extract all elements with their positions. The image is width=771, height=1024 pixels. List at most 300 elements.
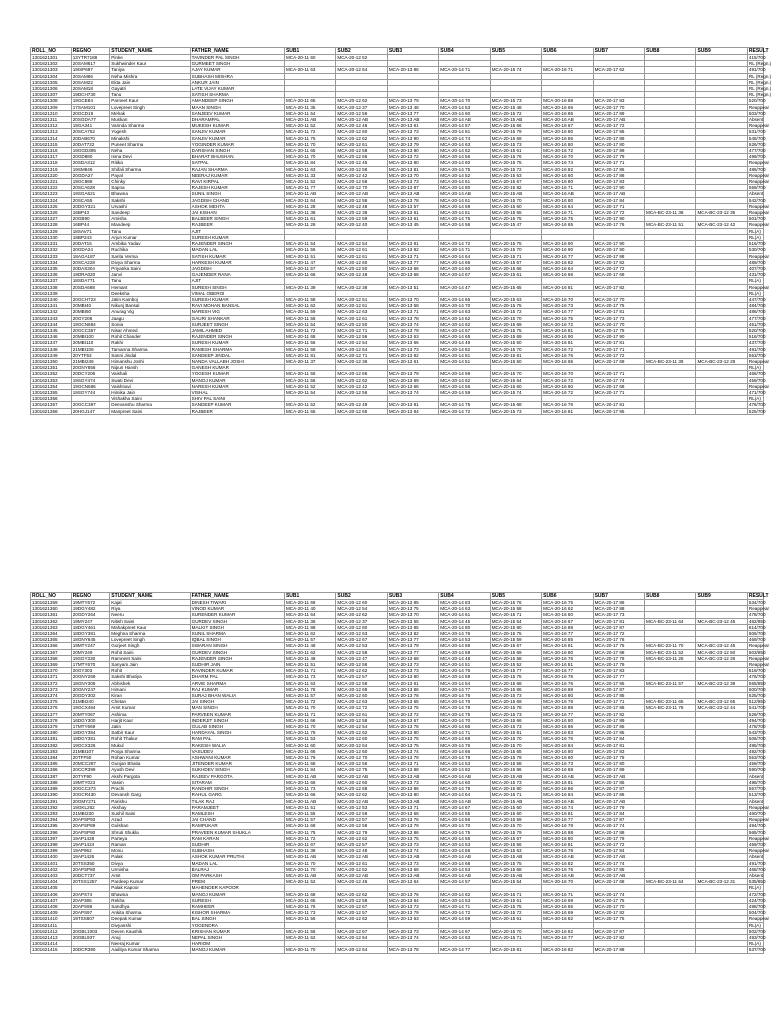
table-cell: MCA-20-12 66 — [336, 154, 387, 160]
table-cell: MCA-20-15 71 — [490, 253, 541, 259]
table-cell: MCA-20-11 71 — [284, 668, 335, 674]
table-cell: MCA-20-11 73 — [284, 910, 335, 916]
table-cell: 1301621361 — [31, 612, 72, 618]
column-header: FATHER_NAME — [190, 593, 284, 600]
table-cell: MCA-20-12 67 — [336, 637, 387, 643]
table-cell: MCA-20-13 79 — [387, 823, 438, 829]
table-cell: MCA-20-12 59 — [336, 216, 387, 222]
table-cell: JAI KISHAN — [190, 210, 284, 216]
table-cell: 1301621332 — [31, 247, 72, 253]
table-cell: MCA-20-12 66 — [336, 371, 387, 377]
table-cell: MCA-20-15 65 — [490, 284, 541, 290]
table-cell: MCA-20-12 52 — [336, 866, 387, 872]
table-cell: 1301621356 — [31, 396, 72, 402]
table-cell: MCA-20-12 54 — [336, 606, 387, 612]
table-cell: MCA-20-16 65 — [542, 358, 593, 364]
table-cell: MCA-20-13 79 — [387, 98, 438, 104]
table-cell: MCA-20-14 70 — [439, 717, 490, 723]
table-cell: MCA-20-14 59 — [439, 371, 490, 377]
table-cell: YOGESH KUMAR — [190, 371, 284, 377]
table-cell: MCA-20-13 78 — [387, 315, 438, 321]
table-cell: MCA-20-15 80 — [490, 786, 541, 792]
table-cell: SANJIV KUMAR — [190, 129, 284, 135]
table-cell: 20SCA228 — [71, 259, 110, 265]
table-cell: MCA-20-16 65 — [542, 104, 593, 110]
table-cell: 498/700 — [748, 903, 766, 909]
table-cell: MCA-20-12 63 — [336, 309, 387, 315]
table-cell: MCA-20-17 86 — [593, 172, 644, 178]
table-cell: Urmisha — [110, 866, 190, 872]
table-cell: 19SGY744 — [71, 389, 110, 395]
table-cell: MCA-20-15 61 — [490, 272, 541, 278]
table-cell: MCA-20-13 75 — [387, 736, 438, 742]
table-cell: MCA-20-11 52 — [284, 383, 335, 389]
table-cell: Reappear — [748, 662, 770, 668]
table-cell: MCA-20-12 61 — [336, 253, 387, 259]
table-cell: MCA-20-17 86 — [593, 600, 644, 606]
table-cell: MCA-20-16 88 — [542, 705, 593, 711]
table-cell: Kiran — [110, 693, 190, 699]
table-cell: MCA-20-16 77 — [542, 668, 593, 674]
table-cell: 16BP43 — [71, 210, 110, 216]
table-cell: MCA-20-15 68 — [490, 866, 541, 872]
table-cell: 1301621341 — [31, 303, 72, 309]
table-cell: MCA-20-11 65 — [284, 98, 335, 104]
table-cell: Varinda Sharma — [110, 123, 190, 129]
table-cell: MCA-20-14 62 — [439, 148, 490, 154]
table-cell: MCA-20-11 AB — [284, 798, 335, 804]
table-cell: MCA-20-16 AB — [542, 117, 593, 123]
result-sheet-2 — [30, 592, 770, 954]
table-cell: MCA-20-16 86 — [542, 786, 593, 792]
table-cell: SURESH KUMAR — [190, 340, 284, 346]
table-cell: MCA-20-14 59 — [439, 649, 490, 655]
table-cell: 1301621350 — [31, 358, 72, 364]
table-cell: Parishu — [110, 798, 190, 804]
table-cell: MCA-20-13 75 — [387, 835, 438, 841]
table-cell: 553/700 — [748, 755, 766, 761]
table-cell: Reappear — [748, 172, 770, 178]
table-cell: 1301621364 — [31, 631, 72, 637]
table-cell: MCA-20-12 48 — [336, 203, 387, 209]
table-cell: MCA-20-15 69 — [490, 649, 541, 655]
table-cell: 460/700 — [748, 810, 766, 816]
table-cell: 20GBL1003 — [71, 928, 110, 934]
table-cell: MCA-20-14 71 — [439, 730, 490, 736]
table-cell: 20HGJ147 — [71, 408, 110, 414]
table-cell: Reappear — [748, 804, 770, 810]
table-cell: Ambika Yadav — [110, 241, 190, 247]
table-cell: SATPAL — [190, 160, 284, 166]
table-cell: MCA-20-15 81 — [490, 947, 541, 953]
table-cell: MCA-20-15 52 — [490, 662, 541, 668]
table-cell: 20GNY856 — [71, 365, 110, 371]
table-cell: MCA-20-11 70 — [284, 947, 335, 953]
table-cell: MCA-20-14 60 — [439, 160, 490, 166]
table-cell: MCA-20-17 89 — [593, 767, 644, 773]
table-cell: SANDEEP KUMAR — [190, 402, 284, 408]
table-cell: MCA-20-11 56 — [284, 371, 335, 377]
table-cell: 20SDA688 — [71, 284, 110, 290]
table-cell: MCA-20-13 77 — [387, 649, 438, 655]
table-cell: 19DGY482 — [71, 606, 110, 612]
table-cell: MCA-20-13 71 — [387, 309, 438, 315]
table-cell: 18DGY384 — [71, 730, 110, 736]
table-cell: TILAK RAJ — [190, 798, 284, 804]
column-header: REGNO — [71, 593, 110, 600]
table-cell: 1301621367 — [31, 649, 72, 655]
table-cell: MCA-20-15 AB — [490, 191, 541, 197]
table-cell: Absent — [748, 854, 764, 860]
table-cell: Sandhya — [110, 903, 190, 909]
table-cell: Reappear — [748, 655, 770, 661]
table-cell: VINOD KUMAR — [190, 606, 284, 612]
table-cell: MCA-20-11 59 — [284, 309, 335, 315]
table-cell: MCA-20-12 58 — [336, 197, 387, 203]
table-cell: 543/700 — [748, 730, 766, 736]
table-cell: MCA-20-14 57 — [439, 123, 490, 129]
table-cell: MCA-20-11 66 — [284, 779, 335, 785]
table-cell: 471/700 — [748, 389, 766, 395]
table-cell: MCA-20-12 58 — [336, 897, 387, 903]
table-cell: MCA-20-14 53 — [439, 761, 490, 767]
table-cell: 424/700 — [748, 897, 766, 903]
table-cell: MCA-20-14 64 — [439, 792, 490, 798]
table-cell: MCA-20-17 AB — [593, 872, 644, 878]
table-cell: MCA-20-14 60 — [439, 265, 490, 271]
table-cell: HARIOM — [190, 941, 284, 947]
table-cell: MCA-20-12 54 — [336, 241, 387, 247]
table-cell: Amisha — [110, 216, 190, 222]
table-cell: 20GDA24 — [71, 247, 110, 253]
table-cell: Rohan Kumar — [110, 755, 190, 761]
table-cell: 459/700 — [748, 841, 766, 847]
table-cell: MCA-20-17 AB — [593, 117, 644, 123]
table-cell: 1301621362 — [31, 618, 72, 624]
table-cell: 459/700 — [748, 761, 766, 767]
table-cell: SWARAN SINGH — [190, 643, 284, 649]
column-header: RESULT — [748, 48, 769, 54]
table-cell: MCA-20-11 65 — [284, 408, 335, 414]
table-cell: MCA-20-13 80 — [387, 674, 438, 680]
table-cell: AJAY KUMAR — [190, 67, 284, 73]
table-cell: MCA-20-14 55 — [439, 810, 490, 816]
table-cell: Palak Kapoor — [110, 885, 190, 891]
column-header: SUB8 — [645, 593, 696, 600]
table-cell: MCA-20-14 82 — [439, 767, 490, 773]
table-cell: RAJEEV PARGOTA — [190, 773, 284, 779]
table-cell: Reappear — [748, 222, 770, 228]
table-cell: Reappear — [748, 284, 770, 290]
table-cell: MCA-20-11 62 — [284, 934, 335, 940]
table-cell: MCA-20-17 89 — [593, 148, 644, 154]
table-cell: MCA-20-16 74 — [542, 804, 593, 810]
table-cell: MCA-20-14 75 — [439, 216, 490, 222]
table-cell: GURDEV SINGH — [190, 618, 284, 624]
table-cell: MCA-20-17 75 — [593, 643, 644, 649]
table-cell: LATE VIJAY KUMAR — [190, 86, 284, 92]
table-cell: MCA-20-15 63 — [490, 848, 541, 854]
table-cell: MCA-20-11 69 — [284, 600, 335, 606]
table-cell: MCA-20-12 56 — [336, 110, 387, 116]
table-cell: Reappear — [748, 383, 770, 389]
table-cell: MCA-20-12 58 — [336, 649, 387, 655]
table-cell: MCA-20-11 62 — [284, 303, 335, 309]
table-cell: 1301621400 — [31, 854, 72, 860]
table-cell: DHARAMPAL — [190, 117, 284, 123]
table-cell: 1301621391 — [31, 798, 72, 804]
table-cell: RL (Regn.) — [748, 92, 771, 98]
table-cell: MCA-20-15 74 — [490, 67, 541, 73]
table-cell: SURJEET SINGH — [190, 321, 284, 327]
table-cell: 20GD880 — [71, 154, 110, 160]
table-cell: 1301621323 — [31, 191, 72, 197]
table-cell: Reappear — [748, 835, 770, 841]
table-cell: MCA-20-12 50 — [336, 321, 387, 327]
table-cell: Absent — [748, 798, 764, 804]
table-cell: MCA-20-15 73 — [490, 724, 541, 730]
table-cell: Reappear — [748, 123, 770, 129]
table-cell: MCA-20-13 73 — [387, 346, 438, 352]
table-cell: MCA-20-15 60 — [490, 810, 541, 816]
table-cell: Raman — [110, 841, 190, 847]
table-cell: 20APSP89 — [71, 823, 110, 829]
table-cell: 18DGY381 — [71, 736, 110, 742]
table-cell: 19TSS607 — [71, 916, 110, 922]
table-cell: MCA-20-15 82 — [490, 185, 541, 191]
table-cell: 1301621371 — [31, 674, 72, 680]
table-cell: Pinke — [110, 55, 190, 61]
table-cell: ANKUR JAIN — [190, 79, 284, 85]
table-cell: MCA-20-16 67 — [542, 618, 593, 624]
table-cell: MCA-20-16 60 — [542, 172, 593, 178]
table-cell: MCA-20-15 72 — [490, 309, 541, 315]
table-cell: MCA-20-16 66 — [542, 272, 593, 278]
table-cell: MCA-20-13 77 — [387, 259, 438, 265]
table-cell: MCA-20-12 65 — [336, 408, 387, 414]
table-cell: MCA-20-14 81 — [439, 129, 490, 135]
table-cell: 20SCA628 — [71, 185, 110, 191]
table-cell: MCA-20-13 71 — [387, 761, 438, 767]
table-cell: 534/700 — [748, 600, 766, 605]
table-cell: 1301621347 — [31, 340, 72, 346]
table-cell: MCA-20-11 61 — [284, 216, 335, 222]
table-cell: 1301621397 — [31, 835, 72, 841]
table-cell: MCA-20-11 57 — [284, 693, 335, 699]
table-cell: MCA-20-14 AB — [439, 117, 490, 123]
column-header: SUB1 — [284, 48, 335, 55]
table-cell: MCA-20-17 74 — [593, 891, 644, 897]
table-cell: MCA-20-13 73 — [387, 841, 438, 847]
table-cell: Harjit Kaur — [110, 717, 190, 723]
table-cell: 1301621360 — [31, 606, 72, 612]
table-cell: MCA-20-13 76 — [387, 724, 438, 730]
table-cell: MCA-20-13 61 — [387, 123, 438, 129]
table-cell: Pardeep Kumar — [110, 879, 190, 885]
table-cell: MCA-20-14 65 — [439, 334, 490, 340]
table-cell: MCA-20-13 73 — [387, 860, 438, 866]
table-cell: MCA-20-13 76 — [387, 817, 438, 823]
table-cell: JAI SINGH — [190, 699, 284, 705]
table-cell: RL(A) — [747, 228, 763, 234]
table-cell: MCA-20-12 48 — [336, 848, 387, 854]
table-cell: RL (Regn.) — [748, 73, 771, 79]
table-cell: 1301621330 — [31, 234, 72, 240]
table-cell: MCA-20-11 60 — [284, 742, 335, 748]
table-cell: MCA-20-14 51 — [439, 358, 490, 364]
table-cell: MCA-20-13 61 — [387, 358, 438, 364]
table-cell: MCA-20-15 73 — [490, 711, 541, 717]
table-cell: MCA-20-12 59 — [336, 680, 387, 686]
table-cell: Azad — [110, 817, 190, 823]
table-cell: MCA-20-12 67 — [336, 928, 387, 934]
table-cell: MCA-20-15 47 — [490, 222, 541, 228]
table-cell: MCA-20-12 AB — [336, 773, 387, 779]
table-cell: MCA-20-12 46 — [336, 123, 387, 129]
table-cell: MCA-20-16 83 — [542, 730, 593, 736]
table-cell: MCA-20-11 56 — [284, 916, 335, 922]
table-cell: MCA-20-14 78 — [439, 786, 490, 792]
table-cell: MCA-20-13 90 — [387, 135, 438, 141]
table-cell: 1301621336 — [31, 272, 72, 278]
table-cell: 1301621396 — [31, 829, 72, 835]
table-cell: Monu — [110, 848, 190, 854]
table-cell: RAM KARAN — [190, 835, 284, 841]
table-cell: Tanu — [110, 92, 190, 98]
table-cell: 19MTY023 — [71, 779, 110, 785]
table-cell: MCA-20-16 80 — [542, 197, 593, 203]
table-cell: MCA-20-16 81 — [542, 327, 593, 333]
table-cell: Ekta Jain — [110, 79, 190, 85]
table-cell: IQBAL SINGH — [190, 637, 284, 643]
table-cell: MCA-20-16 88 — [542, 767, 593, 773]
table-cell: MCA-20-16 81 — [542, 408, 593, 414]
table-cell: MCA-20-17 84 — [593, 810, 644, 816]
table-cell: MCA-20-13 88 — [387, 767, 438, 773]
table-cell: MCA-20-11 48 — [284, 655, 335, 661]
table-cell: MCA-20-13 68 — [387, 303, 438, 309]
table-cell: MCA-20-11 47 — [284, 259, 335, 265]
table-cell: 1301621385 — [31, 761, 72, 767]
table-cell: 1301621313 — [31, 129, 72, 135]
table-cell: 20APSP90 — [71, 829, 110, 835]
table-cell: 21MBI230 — [71, 810, 110, 816]
table-cell: Gulshan — [110, 823, 190, 829]
table-cell: MCA-20-13 66 — [387, 265, 438, 271]
table-cell: MCA-20-16 80 — [542, 129, 593, 135]
table-cell: MCA-20-16 81 — [542, 340, 593, 346]
table-cell: MCA-20-16 81 — [542, 841, 593, 847]
table-cell: MCA-20-13 81 — [387, 402, 438, 408]
table-cell: Jatin — [110, 724, 190, 730]
table-cell: MCA-20-13 79 — [387, 371, 438, 377]
table-cell: MCA-20-15 73 — [490, 693, 541, 699]
table-cell: MCA-20-15 73 — [490, 408, 541, 414]
table-cell: MCA-BC-23-12 35 — [696, 210, 747, 216]
table-cell: RL(A) — [747, 365, 763, 371]
column-header: STUDENT_NAME — [110, 48, 190, 55]
table-cell: Bhawna — [110, 191, 190, 197]
table-cell: MCA-20-14 62 — [439, 891, 490, 897]
table-cell: Vaishnavi — [110, 383, 190, 389]
table-cell: 1301621415 — [31, 947, 72, 953]
table-cell: MCA-20-17 74 — [593, 377, 644, 383]
table-cell: 1301621405 — [31, 885, 72, 891]
table-cell: MCA-20-17 82 — [593, 934, 644, 940]
table-cell: MCA-20-11 58 — [284, 315, 335, 321]
table-cell: SUDHIR JAIN — [190, 662, 284, 668]
table-cell: MCA-20-14 66 — [439, 748, 490, 754]
table-cell: MCA-20-17 74 — [593, 860, 644, 866]
table-cell: MCA-20-14 62 — [439, 321, 490, 327]
table-cell: MCA-20-16 80 — [542, 649, 593, 655]
table-cell: MCA-20-14 70 — [439, 823, 490, 829]
table-cell: MCA-20-15 78 — [490, 705, 541, 711]
table-cell: MCA-20-12 80 — [336, 624, 387, 630]
table-cell: MCA-20-17 78 — [593, 755, 644, 761]
table-cell: MCA-20-15 AB — [490, 773, 541, 779]
table-cell: Sarita Verma — [110, 253, 190, 259]
table-cell: MCA-20-12 62 — [336, 135, 387, 141]
table-cell: MCA-20-13 82 — [387, 352, 438, 358]
table-cell: MCA-20-15 77 — [490, 668, 541, 674]
table-cell: 553/700 — [748, 352, 766, 358]
table-cell: AJIT — [190, 278, 284, 284]
table-cell: MCA-20-16 76 — [542, 680, 593, 686]
table-cell: 1301621311 — [31, 117, 72, 123]
column-header: SUB2 — [336, 593, 387, 600]
table-cell: MCA-20-11 38 — [284, 848, 335, 854]
table-cell: MCA-20-11 40 — [284, 606, 335, 612]
table-cell: MCA-20-16 82 — [542, 928, 593, 934]
table-cell: 1301621370 — [31, 668, 72, 674]
table-cell: MCA-20-15 60 — [490, 804, 541, 810]
table-cell: MCA-20-17 71 — [593, 699, 644, 705]
table-cell: SURESH SINGH — [190, 284, 284, 290]
table-cell: 20DGY321 — [71, 203, 110, 209]
table-cell: MCA-20-12 57 — [336, 674, 387, 680]
table-cell: MCA-BC-23-12 44 — [696, 705, 747, 711]
table-cell: 20TYF90 — [71, 773, 110, 779]
table-cell: DHARM PAL — [190, 674, 284, 680]
table-cell: MCA-20-13 48 — [387, 104, 438, 110]
table-cell: MCA-20-17 73 — [593, 315, 644, 321]
table-cell: 20GDY302 — [71, 693, 110, 699]
table-cell: MCA-20-13 75 — [387, 705, 438, 711]
table-cell: MCA-20-17 80 — [593, 761, 644, 767]
table-cell: MCA-20-12 57 — [336, 841, 387, 847]
table-cell: MCA-20-13 77 — [387, 110, 438, 116]
table-cell: MCA-20-11 51 — [284, 804, 335, 810]
table-cell: MCA-20-13 82 — [387, 247, 438, 253]
table-cell: MCA-20-15 70 — [490, 371, 541, 377]
table-cell: MCA-20-17 70 — [593, 903, 644, 909]
table-cell: MCA-20-13 61 — [387, 216, 438, 222]
table-cell: MCA-20-14 AB — [439, 872, 490, 878]
table-cell: MCA-20-15 61 — [490, 148, 541, 154]
table-cell: 19SGA621 — [71, 191, 110, 197]
table-cell: MCA-20-13 79 — [387, 327, 438, 333]
table-cell: 1301621387 — [31, 773, 72, 779]
header-row — [31, 593, 764, 600]
table-cell: MCA-20-14 59 — [439, 389, 490, 395]
table-cell: MCA-20-12 52 — [336, 55, 387, 61]
table-cell: RANDHIR SINGH — [190, 786, 284, 792]
table-cell: MCA-20-15 71 — [490, 612, 541, 618]
table-cell: 20TSS350 — [71, 860, 110, 866]
table-cell: Abhishek — [110, 680, 190, 686]
table-cell: Kajal — [110, 600, 190, 606]
